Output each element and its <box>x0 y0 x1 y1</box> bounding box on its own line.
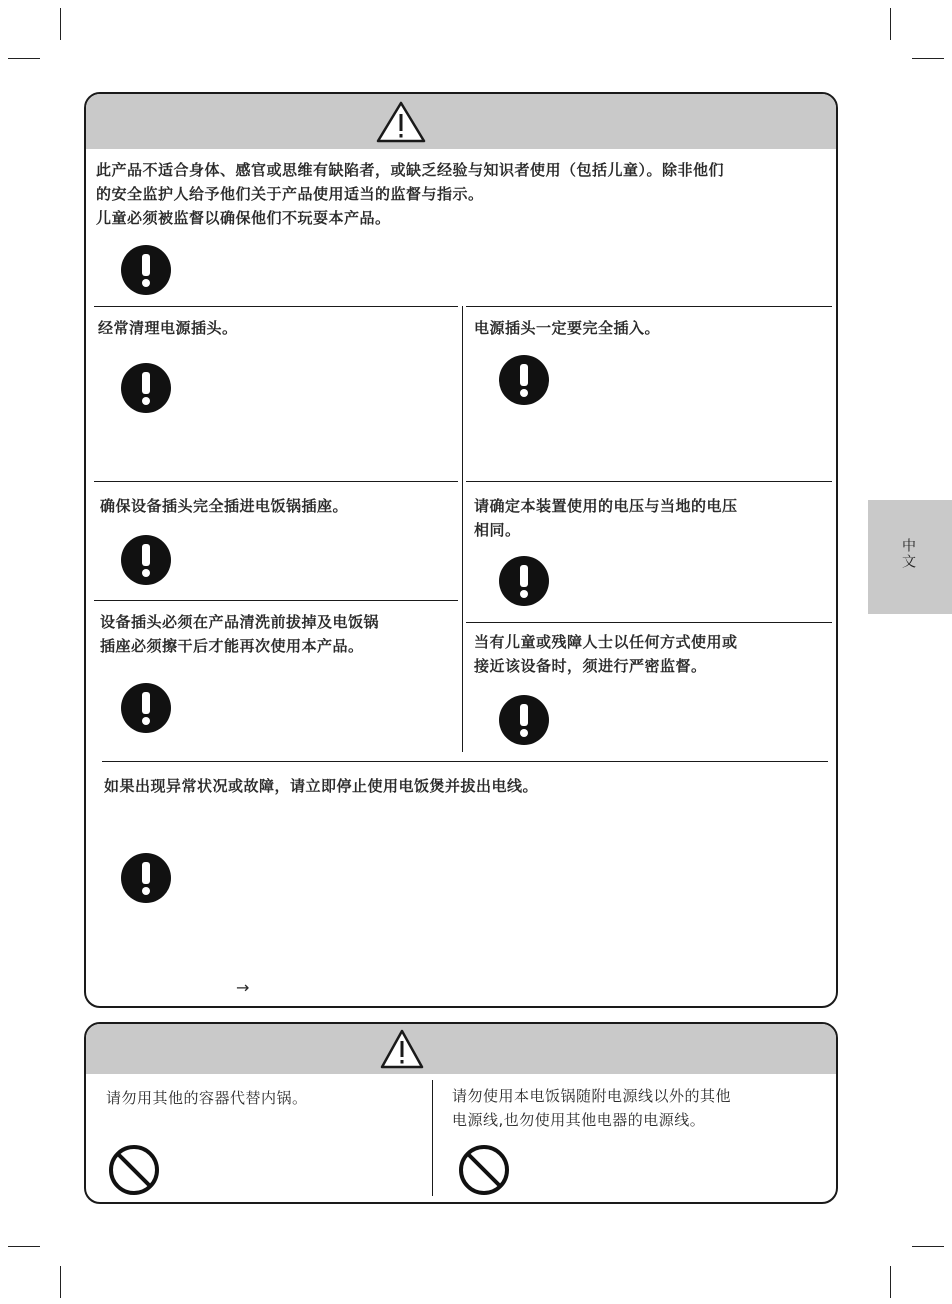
exclamation-circle-icon <box>498 555 550 607</box>
intro-line: 儿童必须被监督以确保他们不玩耍本产品。 <box>96 209 391 227</box>
warning-item-text: 接近该设备时，须进行严密监督。 <box>474 657 707 675</box>
warning-triangle-icon <box>375 100 427 144</box>
divider <box>462 306 463 752</box>
divider <box>466 622 832 623</box>
prohibition-item-text: 请勿用其他的容器代替内锅。 <box>106 1089 308 1107</box>
crop-mark <box>912 58 944 59</box>
prohibition-circle-icon <box>458 1144 510 1196</box>
crop-mark <box>60 1266 61 1298</box>
warning-item-text: 相同。 <box>474 521 521 539</box>
prohibition-item-text: 电源线,也勿使用其他电器的电源线。 <box>452 1111 706 1129</box>
divider <box>94 600 458 601</box>
warning-item-text: 如果出现异常状况或故障，请立即停止使用电饭煲并拔出电线。 <box>104 777 539 795</box>
divider <box>432 1080 433 1196</box>
prohibition-circle-icon <box>108 1144 160 1196</box>
crop-mark <box>890 8 891 40</box>
divider <box>94 306 458 307</box>
warning-item-text: 当有儿童或残障人士以任何方式使用或 <box>474 633 738 651</box>
divider <box>466 481 832 482</box>
divider <box>102 761 828 762</box>
crop-mark <box>912 1246 944 1247</box>
exclamation-circle-icon <box>120 244 172 296</box>
warning-item-text: 经常清理电源插头。 <box>98 319 238 337</box>
warning-item-text: 设备插头必须在产品清洗前拔掉及电饭锅 <box>100 613 380 631</box>
exclamation-circle-icon <box>498 694 550 746</box>
warning-item-text: 请确定本装置使用的电压与当地的电压 <box>474 497 738 515</box>
exclamation-circle-icon <box>120 682 172 734</box>
prohibition-box <box>84 1022 838 1204</box>
warning-item-text: 确保设备插头完全插进电饭锅插座。 <box>100 497 349 515</box>
crop-mark <box>60 8 61 40</box>
warning-triangle-icon <box>379 1028 425 1070</box>
crop-mark <box>8 1246 40 1247</box>
warning-item-text: 电源插头一定要完全插入。 <box>474 319 661 337</box>
prohibition-header <box>86 1024 836 1074</box>
exclamation-circle-icon <box>498 354 550 406</box>
intro-line: 此产品不适合身体、感官或思维有缺陷者，或缺乏经验与知识者使用（包括儿童）。除非他们 <box>96 161 725 179</box>
language-tab <box>868 500 952 614</box>
arrow-glyph: → <box>236 978 250 997</box>
language-tab-label: 中文 <box>900 538 916 570</box>
warning-box <box>84 92 838 1008</box>
crop-mark <box>8 58 40 59</box>
exclamation-circle-icon <box>120 852 172 904</box>
warning-item-text: 插座必须擦干后才能再次使用本产品。 <box>100 637 364 655</box>
warning-header <box>86 94 836 149</box>
prohibition-item-text: 请勿使用本电饭锅随附电源线以外的其他 <box>452 1087 732 1105</box>
exclamation-circle-icon <box>120 534 172 586</box>
divider <box>466 306 832 307</box>
crop-mark <box>890 1266 891 1298</box>
intro-line: 的安全监护人给予他们关于产品使用适当的监督与指示。 <box>96 185 484 203</box>
divider <box>94 481 458 482</box>
exclamation-circle-icon <box>120 362 172 414</box>
